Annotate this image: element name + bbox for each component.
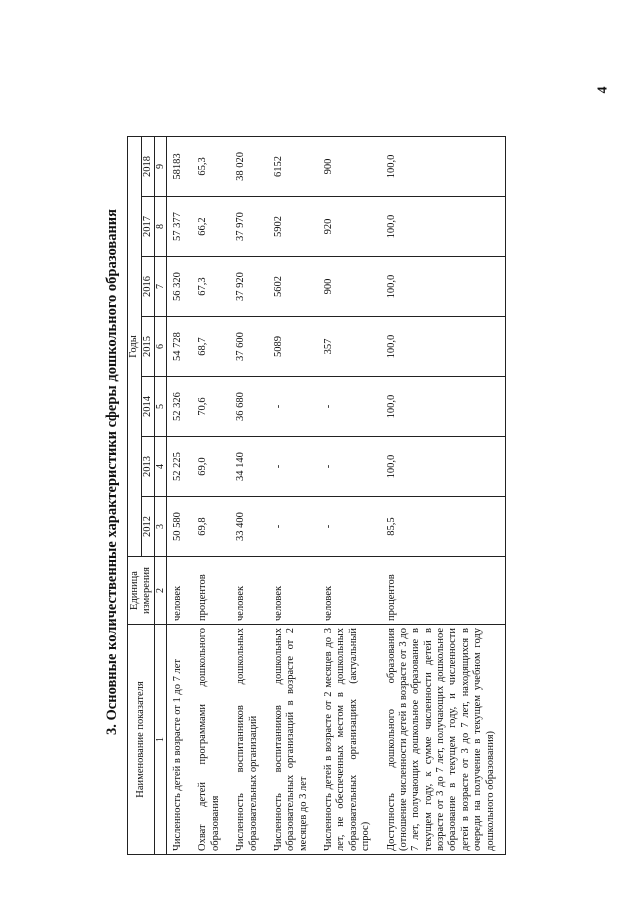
value-cell: 6152 [268, 136, 318, 196]
indicator-name: Численность детей в возрасте от 1 до 7 лет [167, 625, 193, 855]
value-cell: 920 [318, 197, 381, 257]
value-cell: 34 140 [230, 437, 268, 497]
value-cell: 65,3 [192, 136, 230, 196]
table-row [192, 136, 230, 854]
indicator-name: Численность детей в возрасте от 2 месяцев до 3 лет, не обеспеченных местом в дошкольных образовательных организациях (актуальный спрос) [318, 625, 381, 855]
unit-cell: человек [318, 557, 381, 625]
value-cell: 100,0 [381, 197, 506, 257]
value-cell: - [318, 497, 381, 557]
value-cell: 900 [318, 257, 381, 317]
indicator-name: Численность воспитанников дошкольных образовательных организаций в возрасте от 2 месяцев до 3 лет [268, 625, 318, 855]
table-row [167, 136, 193, 854]
table-row [230, 136, 268, 854]
column-index: 5 [155, 377, 167, 437]
table-row [268, 136, 318, 854]
column-index-row [155, 136, 167, 854]
header-year: 2015 [141, 317, 155, 377]
value-cell: 52 225 [167, 437, 193, 497]
header-year: 2016 [141, 257, 155, 317]
table-row [381, 136, 506, 854]
unit-cell: человек [230, 557, 268, 625]
value-cell: 69,8 [192, 497, 230, 557]
header-unit: Единица измерения [128, 557, 155, 625]
column-index: 2 [155, 557, 167, 625]
column-index: 6 [155, 317, 167, 377]
value-cell: 57 377 [167, 197, 193, 257]
value-cell: 100,0 [381, 257, 506, 317]
value-cell: 100,0 [381, 317, 506, 377]
unit-cell: процентов [381, 557, 506, 625]
value-cell: 66,2 [192, 197, 230, 257]
column-index: 1 [155, 625, 167, 855]
indicator-name: Охват детей программами дошкольного образования [192, 625, 230, 855]
header-indicator-name: Наименование показателя [128, 625, 155, 855]
value-cell: - [318, 377, 381, 437]
value-cell: 50 580 [167, 497, 193, 557]
value-cell: 36 680 [230, 377, 268, 437]
column-index: 7 [155, 257, 167, 317]
header-year: 2012 [141, 497, 155, 557]
value-cell: 70,6 [192, 377, 230, 437]
value-cell: 69,0 [192, 437, 230, 497]
value-cell: - [318, 437, 381, 497]
header-year: 2013 [141, 437, 155, 497]
header-year: 2014 [141, 377, 155, 437]
value-cell: 357 [318, 317, 381, 377]
value-cell: 38 020 [230, 136, 268, 196]
value-cell: 37 600 [230, 317, 268, 377]
value-cell: 5089 [268, 317, 318, 377]
indicator-name: Численность воспитанников дошкольных образовательных организаций [230, 625, 268, 855]
value-cell: 52 326 [167, 377, 193, 437]
value-cell: 68,7 [192, 317, 230, 377]
value-cell: - [268, 437, 318, 497]
value-cell: 900 [318, 136, 381, 196]
section-title: 3. Основные количественные характеристики сферы дошкольного образования [104, 208, 120, 735]
value-cell: - [268, 377, 318, 437]
column-index: 3 [155, 497, 167, 557]
characteristics-table [127, 136, 506, 855]
column-index: 8 [155, 197, 167, 257]
value-cell: 100,0 [381, 437, 506, 497]
column-index: 9 [155, 136, 167, 196]
value-cell: 56 320 [167, 257, 193, 317]
value-cell: 37 920 [230, 257, 268, 317]
value-cell: 54 728 [167, 317, 193, 377]
unit-cell: человек [167, 557, 193, 625]
unit-cell: человек [268, 557, 318, 625]
header-year: 2018 [141, 136, 155, 196]
unit-cell: процентов [192, 557, 230, 625]
value-cell: 100,0 [381, 136, 506, 196]
header-year: 2017 [141, 197, 155, 257]
value-cell: 37 970 [230, 197, 268, 257]
value-cell: 100,0 [381, 377, 506, 437]
value-cell: 33 400 [230, 497, 268, 557]
value-cell: 67,3 [192, 257, 230, 317]
value-cell: - [268, 497, 318, 557]
value-cell: 85,5 [381, 497, 506, 557]
column-index: 4 [155, 437, 167, 497]
value-cell: 5902 [268, 197, 318, 257]
header-years: Годы [128, 136, 142, 556]
page-number: 4 [595, 86, 611, 94]
value-cell: 58183 [167, 136, 193, 196]
table-row [318, 136, 381, 854]
value-cell: 5602 [268, 257, 318, 317]
indicator-name: Доступность дошкольного образования (отношение численности детей в возрасте от 3 до 7 лет, получающих дошкольное образование в текущем году, к сумме численности детей в возрасте от 3 до 7 лет, получающих дошкольное образование в текущем году, и численности детей в возрасте от 3 до 7 лет, находящихся в очереди на получение в текущем учебном году дошкольного образования) [381, 625, 506, 855]
